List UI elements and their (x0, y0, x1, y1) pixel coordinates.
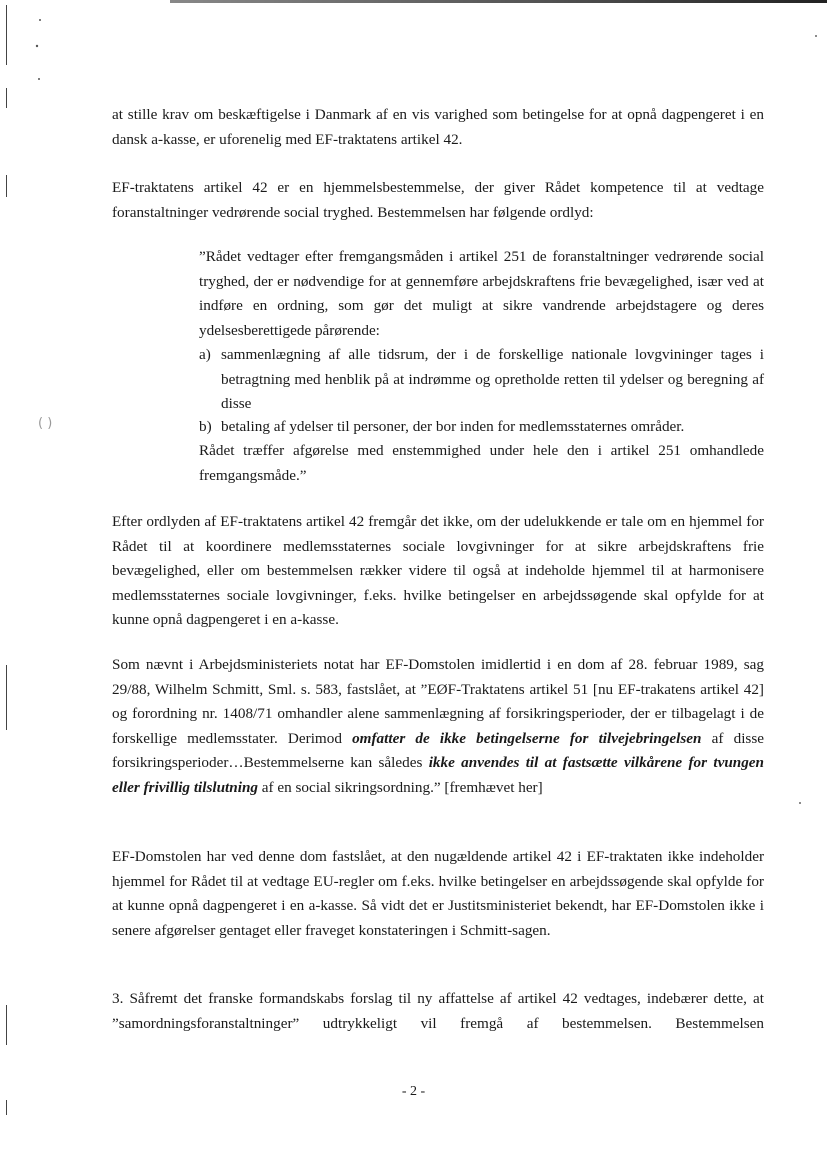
scan-left-edge (6, 1005, 7, 1045)
emphasis-text: omfatter de ikke betingelserne for tilvejebringelsen (352, 729, 702, 747)
emphasis-text: ikke anvendes til at fastsætte vilkårene for tvungen eller frivillig tilslutning (112, 754, 764, 796)
svg-text:( ): ( ) (38, 416, 53, 431)
paragraph-3: Efter ordlyden af EF-traktatens artikel 42 fremgår det ikke, om der udelukkende er tale om en hjemmel for Rådet til at koordinere medlemsstaternes sociale lovgivninger for at sikre arbejdskraftens frie bevægelighed, eller om bestemmelsen rækker videre til også at indeholde hjemmel til at harmonisere medlemsstaternes sociale lovgivninger, f.eks. hvilke betingelser en arbejdssøgende skal opfylde for at kunne opnå dagpengeret i en a-kasse. (112, 513, 764, 629)
scan-left-edge (6, 5, 7, 65)
list-item-text: betaling af ydelser til personer, der bor inden for medlemsstaternes områder. (221, 418, 685, 435)
paragraph-4-text: Som nævnt i Arbejdsministeriets notat har EF-Domstolen imidlertid i en dom af 28. februar 1989, sag 29/88, Wilhelm Schmitt, Sml. s. 583, fastslået, at ”EØF-Traktatens artikel 51 [nu EF-trakatens artikel 42] og forordning nr. 1408/71 omhandler alene sammenlægning af forsikringsperioder, der er tilbagelagt i de forskellige medlemsstater. Derimod (112, 656, 764, 747)
quote-intro: ”Rådet vedtager efter fremgangsmåden i artikel 251 de foranstaltninger vedrørende social tryghed, der er nødvendige for at gennemføre arbejdskraftens frie bevægelighed, især ved at indføre en ordning, som gør det muligt at sikre vandrende arbejdstagere og deres ydelsesberettigede pårørende: (199, 248, 764, 339)
list-marker: b) (199, 418, 212, 435)
scan-left-edge (6, 665, 7, 730)
scan-top-line (170, 0, 827, 3)
list-marker: a) (199, 346, 211, 363)
quote-item-a (199, 343, 764, 417)
paragraph-1: at stille krav om beskæftigelse i Danmark af en vis varighed som betingelse for at opnå dagpengeret i en dansk a-kasse, er uforenelig med EF-traktatens artikel 42. (112, 106, 764, 148)
scan-left-edge (6, 1100, 7, 1115)
paragraph-4 (112, 653, 764, 801)
paragraph-2: EF-traktatens artikel 42 er en hjemmelsbestemmelse, der giver Rådet kompetence til at vedtage foranstaltninger vedrørende social tryghed. Bestemmelsen har følgende ordlyd: (112, 179, 764, 221)
paragraph-5: EF-Domstolen har ved denne dom fastslået, at den nugældende artikel 42 i EF-traktaten ikke indeholder hjemmel for Rådet til at vedtage EU-regler om f.eks. hvilke betingelser en arbejdssøgende skal opfylde for at kunne opnå dagpengeret i en a-kasse. Så vidt det er Justitsministeriet bekendt, har EF-Domstolen ikke i senere afgørelser gentaget eller fraveget konstateringen i Schmitt-sagen. (112, 848, 764, 939)
list-item-text: sammenlægning af alle tidsrum, der i de forskellige nationale lovgvininger tages i betragtning med henblik på at indrømme og opretholde retten til ydelser og beregning af disse (221, 346, 764, 413)
paragraph-6: 3. Såfremt det franske formandskabs forslag til ny affattelse af artikel 42 vedtages, indebærer dette, at ”samordningsforanstaltninger” udtrykkeligt vil fremgå af bestemmelsen. Bestemmelsen (112, 990, 764, 1032)
paragraph-4-text: af disse forsikringsperioder…Bestemmelserne kan således (112, 729, 764, 772)
page-number: - 2 - (401, 1084, 426, 1099)
scan-left-edge (6, 175, 7, 197)
scan-left-edge (6, 88, 7, 108)
quote-item-b (199, 415, 764, 440)
quote-closing: Rådet træffer afgørelse med enstemmighed under hele den i artikel 251 omhandlede fremgangsmåde.” (199, 442, 764, 484)
paragraph-4-text: af en social sikringsordning.” [fremhævet her] (258, 778, 543, 796)
